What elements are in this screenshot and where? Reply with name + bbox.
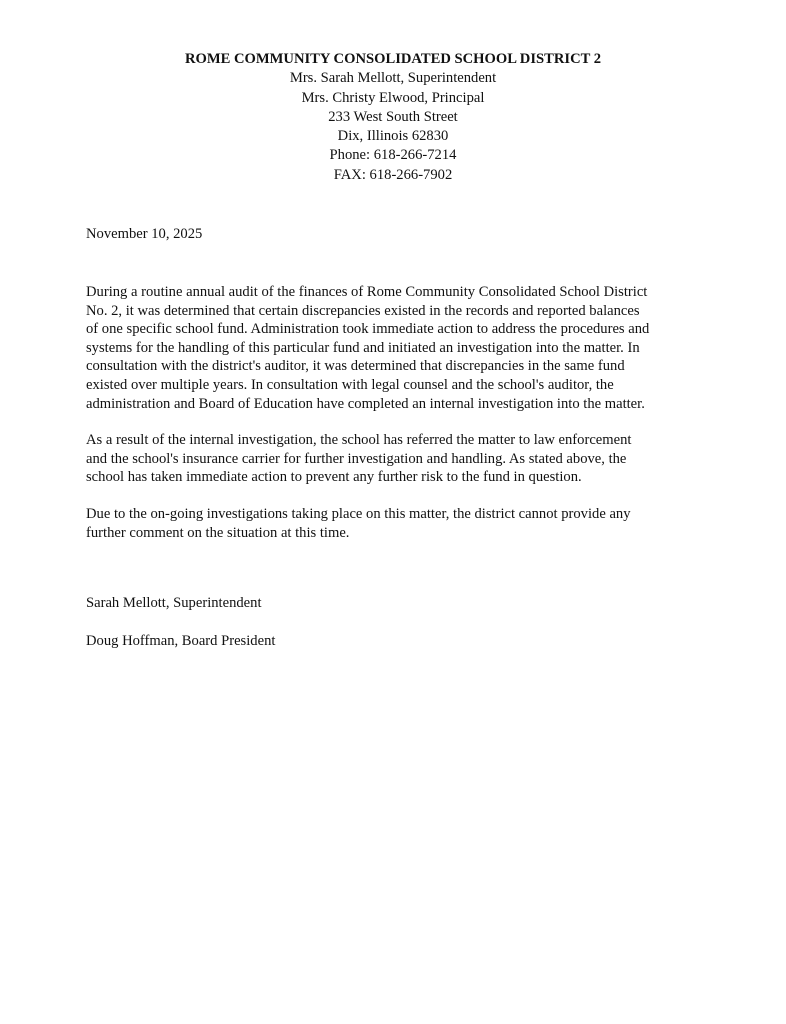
text-line: No. 2, it was determined that certain discrepancies existed in the records and reported balances — [86, 302, 640, 319]
paragraph-no-comment — [86, 505, 726, 542]
text-line: During a routine annual audit of the finances of Rome Community Consolidated School District — [86, 284, 648, 300]
letterhead — [0, 50, 786, 185]
text-line: As a result of the internal investigation, the school has referred the matter to law enforcement — [86, 432, 632, 449]
text-line: school has taken immediate action to prevent any further risk to the fund in question. — [86, 469, 582, 486]
fax-number: FAX: 618-266-7902 — [333, 166, 453, 183]
paragraph-audit — [86, 283, 726, 413]
signature-board-president: Doug Hoffman, Board President — [86, 633, 276, 649]
city-state-zip: Dix, Illinois 62830 — [337, 128, 449, 145]
principal-line: Mrs. Christy Elwood, Principal — [301, 89, 485, 106]
text-line: and the school's insurance carrier for further investigation and handling. As stated above, the — [86, 450, 627, 467]
text-line: administration and Board of Education have completed an internal investigation into the matter. — [86, 395, 645, 412]
text-line: Due to the on-going investigations taking place on this matter, the district cannot provide any — [86, 505, 631, 522]
letter-date: November 10, 2025 — [86, 226, 203, 242]
district-title: ROME COMMUNITY CONSOLIDATED SCHOOL DISTRICT 2 — [184, 51, 602, 67]
text-line: further comment on the situation at this time. — [86, 524, 350, 541]
text-line: systems for the handling of this particular fund and initiated an investigation into the matter. In — [86, 339, 640, 356]
street-address: 233 West South Street — [328, 108, 458, 125]
phone-number: Phone: 618-266-7214 — [329, 147, 457, 164]
text-line: of one specific school fund. Administration took immediate action to address the procedures and — [86, 321, 650, 338]
text-line: consultation with the district's auditor, it was determined that discrepancies in the same fund — [86, 358, 625, 375]
paragraph-referral — [86, 431, 726, 487]
text-line: existed over multiple years. In consultation with legal counsel and the school's auditor, the — [86, 376, 614, 393]
superintendent-line: Mrs. Sarah Mellott, Superintendent — [289, 70, 497, 87]
signature-superintendent: Sarah Mellott, Superintendent — [86, 595, 262, 611]
letter-body — [86, 283, 726, 560]
